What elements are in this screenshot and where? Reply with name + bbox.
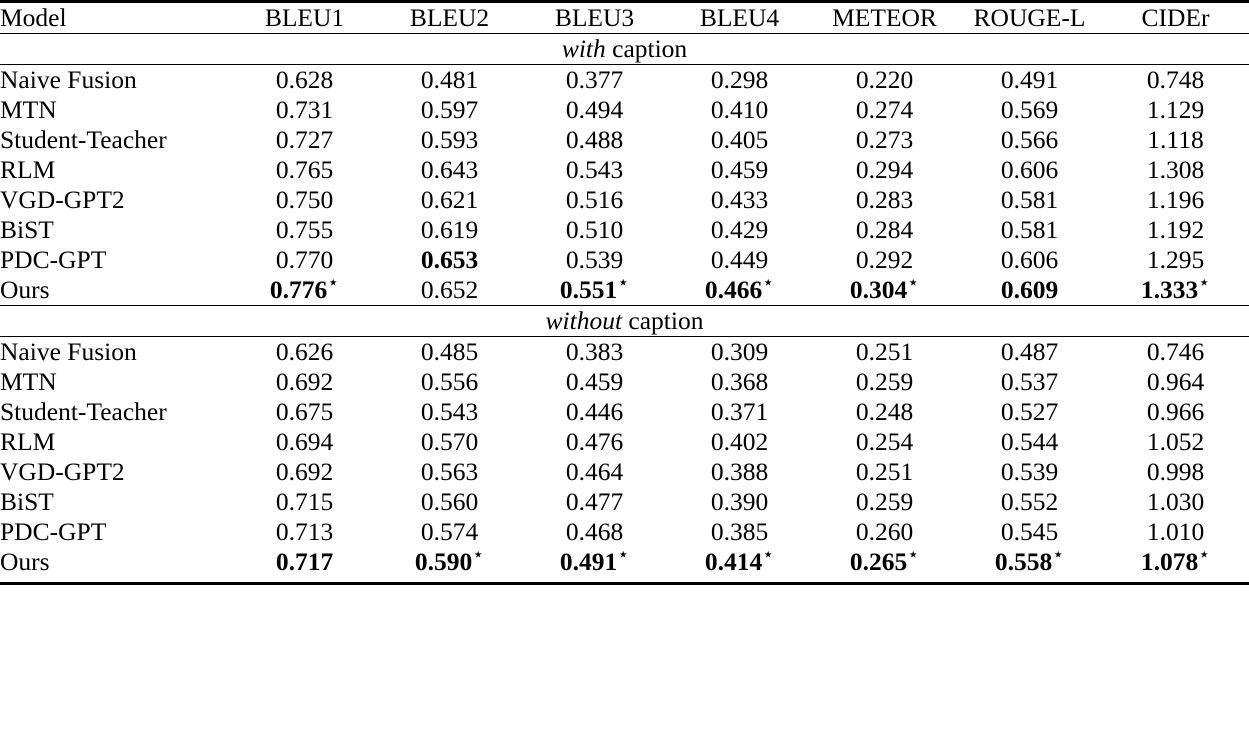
metric-value: 0.964 (1146, 367, 1205, 396)
metric-cell (1102, 517, 1249, 547)
metric-value: 1.078 (1140, 547, 1199, 576)
table-row (0, 517, 1249, 547)
metric-cell (1102, 125, 1249, 155)
metric-cell (667, 517, 812, 547)
table-row (0, 337, 1249, 367)
metric-value: 0.652 (420, 275, 479, 304)
metric-cell (667, 185, 812, 215)
metric-value: 0.776 (269, 275, 328, 304)
metric-value: 0.675 (275, 397, 334, 426)
metric-cell (377, 544, 522, 577)
metric-cell (957, 337, 1102, 367)
metric-cell (522, 95, 667, 125)
table-row (0, 367, 1249, 397)
metric-value: 1.192 (1146, 215, 1205, 244)
metric-value: 1.129 (1146, 95, 1205, 124)
metric-cell (522, 185, 667, 215)
metric-value: 0.405 (710, 125, 769, 154)
table-row (0, 125, 1249, 155)
section-label-italic: without (545, 306, 623, 335)
column-header-bleu4: BLEU4 (699, 3, 780, 32)
significance-star-icon: ⋆ (907, 272, 920, 294)
metric-value: 1.010 (1146, 517, 1205, 546)
metric-value: 0.765 (275, 155, 334, 184)
metric-value: 0.390 (710, 487, 769, 516)
metric-value: 0.606 (1000, 245, 1059, 274)
metric-cell (957, 367, 1102, 397)
metric-cell (1102, 215, 1249, 245)
metric-value: 1.196 (1146, 185, 1205, 214)
metric-cell (377, 427, 522, 457)
metric-cell (377, 65, 522, 95)
metric-value: 0.539 (565, 245, 624, 274)
metric-value: 0.527 (1000, 397, 1059, 426)
metric-cell (667, 155, 812, 185)
significance-star-icon: ⋆ (762, 272, 775, 294)
metric-cell (957, 95, 1102, 125)
metric-value: 0.220 (855, 65, 914, 94)
metric-value: 0.597 (420, 95, 479, 124)
metric-value: 0.466 (704, 275, 763, 304)
metric-value: 1.052 (1146, 427, 1205, 456)
metric-cell (1102, 155, 1249, 185)
model-name-cell: Naive Fusion (0, 65, 137, 94)
metric-cell (522, 427, 667, 457)
metric-cell (1102, 245, 1249, 275)
metric-value: 0.543 (565, 155, 624, 184)
model-name-cell: PDC-GPT (0, 517, 107, 546)
metric-value: 0.998 (1146, 457, 1205, 486)
metric-value: 0.383 (565, 337, 624, 366)
metric-value: 0.476 (565, 427, 624, 456)
metric-value: 0.468 (565, 517, 624, 546)
metric-value: 0.309 (710, 337, 769, 366)
metric-cell (377, 487, 522, 517)
metric-value: 0.385 (710, 517, 769, 546)
metric-cell (522, 245, 667, 275)
metric-value: 0.298 (710, 65, 769, 94)
significance-star-icon: ⋆ (1052, 544, 1065, 566)
metric-value: 1.030 (1146, 487, 1205, 516)
metric-value: 0.388 (710, 457, 769, 486)
bottom-rule (0, 584, 1249, 586)
metric-cell (232, 397, 377, 427)
metric-cell (522, 125, 667, 155)
metric-cell (812, 155, 957, 185)
section-header-with-caption (0, 34, 1249, 65)
metric-cell (232, 427, 377, 457)
metric-cell (522, 457, 667, 487)
metric-cell (377, 95, 522, 125)
metric-value: 0.731 (275, 95, 334, 124)
metric-value: 0.446 (565, 397, 624, 426)
model-name-cell: Student-Teacher (0, 125, 167, 154)
metric-cell (667, 487, 812, 517)
metric-cell (957, 397, 1102, 427)
metric-value: 0.581 (1000, 185, 1059, 214)
metric-value: 0.487 (1000, 337, 1059, 366)
metric-cell (667, 457, 812, 487)
table-row (0, 275, 1249, 306)
metric-cell (957, 427, 1102, 457)
model-name-cell: VGD-GPT2 (0, 185, 125, 214)
metric-value: 0.755 (275, 215, 334, 244)
header-row (0, 3, 1249, 34)
metric-value: 0.491 (559, 547, 618, 576)
metric-value: 0.410 (710, 95, 769, 124)
metric-value: 0.558 (994, 547, 1053, 576)
metric-value: 0.539 (1000, 457, 1059, 486)
model-name-cell: VGD-GPT2 (0, 457, 125, 486)
section-header-without-caption (0, 306, 1249, 337)
metric-value: 0.694 (275, 427, 334, 456)
metric-value: 0.692 (275, 457, 334, 486)
metric-cell (377, 155, 522, 185)
metric-cell (1102, 367, 1249, 397)
metric-cell (1102, 397, 1249, 427)
metric-value: 0.260 (855, 517, 914, 546)
metric-value: 0.563 (420, 457, 479, 486)
metric-value: 0.459 (565, 367, 624, 396)
metric-value: 0.566 (1000, 125, 1059, 154)
model-name-cell: BiST (0, 215, 54, 244)
metric-cell (812, 367, 957, 397)
metric-cell (232, 547, 377, 577)
metric-value: 0.254 (855, 427, 914, 456)
metric-cell (232, 487, 377, 517)
metric-cell (377, 457, 522, 487)
metric-value: 0.516 (565, 185, 624, 214)
metric-cell (522, 397, 667, 427)
metric-cell (377, 337, 522, 367)
metric-value: 0.717 (275, 547, 334, 576)
metric-cell (232, 337, 377, 367)
metric-value: 0.292 (855, 245, 914, 274)
metric-cell (232, 65, 377, 95)
metric-cell (812, 245, 957, 275)
metric-value: 0.770 (275, 245, 334, 274)
metric-value: 0.556 (420, 367, 479, 396)
significance-star-icon: ⋆ (472, 544, 485, 566)
metric-cell (812, 544, 957, 577)
column-header-meteor: METEOR (832, 3, 937, 32)
metric-value: 0.543 (420, 397, 479, 426)
metric-value: 0.377 (565, 65, 624, 94)
column-header-model: Model (0, 3, 67, 32)
model-name-cell: PDC-GPT (0, 245, 107, 274)
model-name-cell: MTN (0, 367, 57, 396)
metric-cell (1102, 487, 1249, 517)
metric-value: 0.551 (559, 275, 618, 304)
metric-value: 0.748 (1146, 65, 1205, 94)
metric-cell (232, 215, 377, 245)
metric-cell (812, 272, 957, 306)
metric-value: 0.481 (420, 65, 479, 94)
metric-cell (232, 245, 377, 275)
metric-value: 0.570 (420, 427, 479, 456)
metric-value: 1.308 (1146, 155, 1205, 184)
metric-value: 0.488 (565, 125, 624, 154)
metric-cell (232, 125, 377, 155)
metric-value: 0.581 (1000, 215, 1059, 244)
metric-cell (812, 65, 957, 95)
metric-cell (667, 245, 812, 275)
metric-value: 1.333 (1140, 275, 1199, 304)
model-name-cell: RLM (0, 427, 56, 456)
metric-cell (522, 517, 667, 547)
significance-star-icon: ⋆ (617, 544, 630, 566)
metric-cell (1102, 337, 1249, 367)
metric-cell (957, 245, 1102, 275)
metric-value: 1.295 (1146, 245, 1205, 274)
metric-value: 0.621 (420, 185, 479, 214)
metric-cell (377, 245, 522, 275)
table-row (0, 547, 1249, 577)
metric-cell (667, 95, 812, 125)
metric-value: 0.477 (565, 487, 624, 516)
metric-value: 0.464 (565, 457, 624, 486)
model-name-cell: Ours (0, 275, 50, 304)
metric-cell (957, 544, 1102, 577)
metric-cell (1102, 65, 1249, 95)
metric-cell (812, 215, 957, 245)
metric-cell (232, 95, 377, 125)
metric-value: 0.713 (275, 517, 334, 546)
section-label-rest: caption (622, 306, 704, 335)
metric-value: 0.545 (1000, 517, 1059, 546)
metric-cell (667, 367, 812, 397)
metric-cell (522, 337, 667, 367)
metric-cell (957, 215, 1102, 245)
table-row (0, 155, 1249, 185)
metric-value: 0.251 (855, 337, 914, 366)
section-with-caption-rows (0, 65, 1249, 306)
table-row (0, 457, 1249, 487)
metric-value: 0.537 (1000, 367, 1059, 396)
metric-value: 0.494 (565, 95, 624, 124)
metric-value: 1.118 (1147, 125, 1204, 154)
section-without-caption-rows (0, 337, 1249, 577)
metric-cell (1102, 457, 1249, 487)
metric-cell (957, 457, 1102, 487)
significance-star-icon: ⋆ (1198, 272, 1211, 294)
column-header-bleu2: BLEU2 (409, 3, 490, 32)
metric-cell (957, 517, 1102, 547)
column-header-bleu1: BLEU1 (264, 3, 345, 32)
metric-cell (1102, 272, 1249, 306)
metric-cell (957, 125, 1102, 155)
metric-cell (1102, 544, 1249, 577)
metric-value: 0.259 (855, 367, 914, 396)
metric-value: 0.574 (420, 517, 479, 546)
metric-cell (232, 155, 377, 185)
metric-value: 0.626 (275, 337, 334, 366)
model-name-cell: RLM (0, 155, 56, 184)
metric-cell (812, 427, 957, 457)
metric-value: 0.727 (275, 125, 334, 154)
metric-value: 0.368 (710, 367, 769, 396)
metric-value: 0.628 (275, 65, 334, 94)
metric-cell (957, 275, 1102, 306)
table-row (0, 245, 1249, 275)
metric-value: 0.619 (420, 215, 479, 244)
metric-value: 0.274 (855, 95, 914, 124)
metric-cell (1102, 427, 1249, 457)
metric-value: 0.449 (710, 245, 769, 274)
metric-cell (232, 367, 377, 397)
column-header-cider: CIDEr (1141, 3, 1210, 32)
metric-cell (812, 95, 957, 125)
metric-value: 0.251 (855, 457, 914, 486)
metric-value: 0.491 (1000, 65, 1059, 94)
metric-value: 0.284 (855, 215, 914, 244)
metric-value: 0.485 (420, 337, 479, 366)
metric-cell (522, 544, 667, 577)
metric-value: 0.248 (855, 397, 914, 426)
metric-value: 0.459 (710, 155, 769, 184)
metric-cell (522, 155, 667, 185)
metric-cell (667, 397, 812, 427)
metric-value: 0.643 (420, 155, 479, 184)
metric-value: 0.259 (855, 487, 914, 516)
metric-value: 0.590 (414, 547, 473, 576)
metric-cell (667, 125, 812, 155)
table-body (0, 2, 1249, 66)
metric-cell (667, 544, 812, 577)
metric-cell (1102, 95, 1249, 125)
model-name-cell: Ours (0, 547, 50, 576)
significance-star-icon: ⋆ (907, 544, 920, 566)
metric-value: 0.715 (275, 487, 334, 516)
metric-cell (232, 457, 377, 487)
metric-value: 0.433 (710, 185, 769, 214)
metric-cell (812, 397, 957, 427)
metric-value: 0.429 (710, 215, 769, 244)
metric-value: 0.609 (1000, 275, 1059, 304)
table-row (0, 95, 1249, 125)
table-row (0, 397, 1249, 427)
table-row (0, 487, 1249, 517)
metric-cell (812, 457, 957, 487)
table-row (0, 427, 1249, 457)
column-header-rouge-l: ROUGE-L (973, 3, 1086, 32)
metric-cell (812, 337, 957, 367)
table-row (0, 185, 1249, 215)
metric-cell (812, 487, 957, 517)
model-name-cell: BiST (0, 487, 54, 516)
significance-star-icon: ⋆ (327, 272, 340, 294)
metric-value: 0.560 (420, 487, 479, 516)
metric-value: 0.569 (1000, 95, 1059, 124)
metric-cell (522, 487, 667, 517)
model-name-cell: Student-Teacher (0, 397, 167, 426)
metric-cell (377, 367, 522, 397)
metric-cell (232, 272, 377, 306)
metric-cell (957, 185, 1102, 215)
metric-value: 0.510 (565, 215, 624, 244)
column-header-bleu3: BLEU3 (554, 3, 635, 32)
metric-value: 0.966 (1146, 397, 1205, 426)
metric-value: 0.371 (710, 397, 769, 426)
metric-value: 0.544 (1000, 427, 1059, 456)
model-name-cell: MTN (0, 95, 57, 124)
metric-cell (812, 125, 957, 155)
metric-cell (522, 215, 667, 245)
metric-cell (667, 272, 812, 306)
metric-cell (522, 272, 667, 306)
metric-value: 0.283 (855, 185, 914, 214)
significance-star-icon: ⋆ (762, 544, 775, 566)
metric-value: 0.273 (855, 125, 914, 154)
metric-value: 0.750 (275, 185, 334, 214)
table-row (0, 65, 1249, 95)
significance-star-icon: ⋆ (617, 272, 630, 294)
metric-cell (377, 215, 522, 245)
metric-cell (377, 185, 522, 215)
metric-value: 0.294 (855, 155, 914, 184)
metric-cell (667, 427, 812, 457)
metric-cell (957, 155, 1102, 185)
metric-value: 0.552 (1000, 487, 1059, 516)
metric-cell (812, 517, 957, 547)
metric-cell (667, 65, 812, 95)
metric-cell (377, 125, 522, 155)
metric-value: 0.304 (849, 275, 908, 304)
metric-value: 0.593 (420, 125, 479, 154)
metric-cell (522, 65, 667, 95)
metric-value: 0.653 (420, 245, 479, 274)
metric-cell (667, 215, 812, 245)
metric-cell (522, 367, 667, 397)
table-row (0, 215, 1249, 245)
metric-value: 0.265 (849, 547, 908, 576)
metric-cell (957, 487, 1102, 517)
metric-cell (377, 397, 522, 427)
metric-value: 0.402 (710, 427, 769, 456)
metric-cell (232, 517, 377, 547)
metric-cell (667, 337, 812, 367)
metric-cell (1102, 185, 1249, 215)
metric-cell (957, 65, 1102, 95)
section-label-rest: caption (605, 34, 688, 63)
model-name-cell: Naive Fusion (0, 337, 137, 366)
metric-cell (377, 517, 522, 547)
metric-value: 0.414 (704, 547, 763, 576)
metric-cell (812, 185, 957, 215)
metric-value: 0.692 (275, 367, 334, 396)
significance-star-icon: ⋆ (1198, 544, 1211, 566)
metric-value: 0.746 (1146, 337, 1205, 366)
metric-cell (377, 275, 522, 306)
metric-cell (232, 185, 377, 215)
metric-value: 0.606 (1000, 155, 1059, 184)
section-label-italic: with (561, 34, 606, 63)
